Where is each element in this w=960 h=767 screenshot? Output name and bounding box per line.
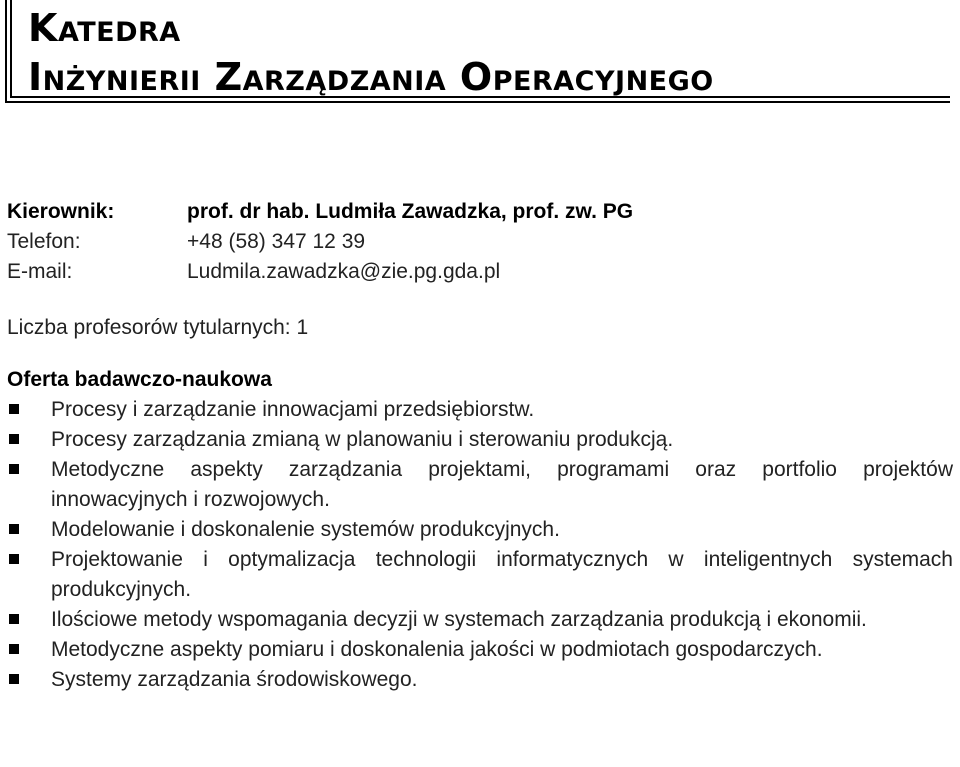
head-row xyxy=(7,197,953,227)
email-label: E-mail: xyxy=(7,260,73,283)
list-item: Modelowanie i doskonalenie systemów produkcyjnych. xyxy=(7,515,953,545)
phone-row xyxy=(7,227,953,257)
professors-count: Liczba profesorów tytularnych: 1 xyxy=(7,316,309,339)
email-row xyxy=(7,257,953,287)
head-value: prof. dr hab. Ludmiła Zawadzka, prof. zw. PG xyxy=(187,200,634,223)
square-bullet-icon xyxy=(9,524,19,534)
list-item: Metodyczne aspekty zarządzania projektami, programami oraz portfolio projektów innowacyjnych i rozwojowych. xyxy=(7,455,953,515)
page-title-line-2: Inżynierii Zarządzania Operacyjnego xyxy=(28,55,714,99)
square-bullet-icon xyxy=(9,434,19,444)
phone-label: Telefon: xyxy=(7,230,81,253)
list-item: Metodyczne aspekty pomiaru i doskonalenia jakości w podmiotach gospodarczych. xyxy=(7,635,953,665)
square-bullet-icon xyxy=(9,674,19,684)
square-bullet-icon xyxy=(9,404,19,414)
list-item: Procesy i zarządzanie innowacjami przedsiębiorstw. xyxy=(7,395,953,425)
list-item: Ilościowe metody wspomagania decyzji w systemach zarządzania produkcją i ekonomii. xyxy=(7,605,953,635)
list-item: Procesy zarządzania zmianą w planowaniu i sterowaniu produkcją. xyxy=(7,425,953,455)
head-label: Kierownik: xyxy=(7,200,115,223)
square-bullet-icon xyxy=(9,644,19,654)
square-bullet-icon xyxy=(9,464,19,474)
page-title-line-1: Katedra xyxy=(28,6,181,50)
phone-value: +48 (58) 347 12 39 xyxy=(187,230,366,253)
header-box xyxy=(5,0,950,103)
square-bullet-icon xyxy=(9,614,19,624)
document-body xyxy=(7,197,953,695)
email-value: Ludmila.zawadzka@zie.pg.gda.pl xyxy=(187,260,501,283)
square-bullet-icon xyxy=(9,554,19,564)
offer-section-title: Oferta badawczo-naukowa xyxy=(7,368,272,391)
offer-list xyxy=(7,395,953,695)
list-item: Projektowanie i optymalizacja technologii informatycznych w inteligentnych systemach produkcyjnych. xyxy=(7,545,953,605)
list-item: Systemy zarządzania środowiskowego. xyxy=(7,665,953,695)
